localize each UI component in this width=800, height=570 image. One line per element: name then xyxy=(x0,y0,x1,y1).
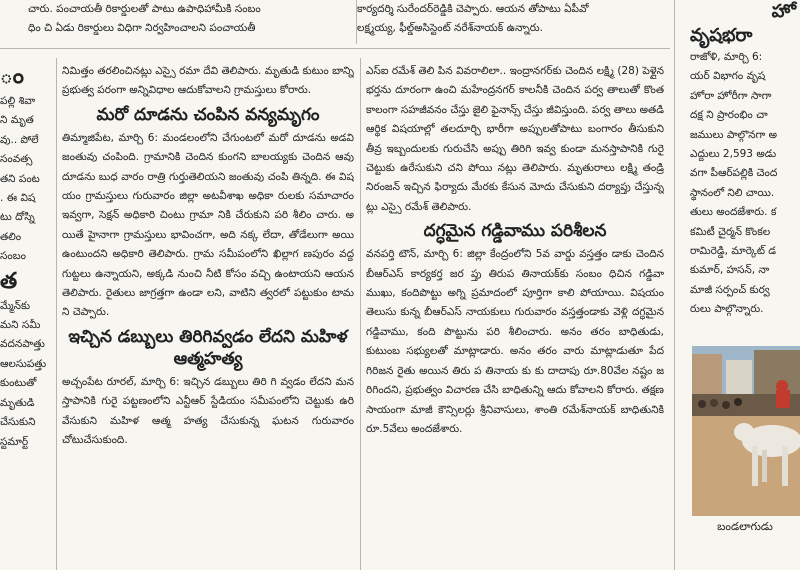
text-line: కుమార్, హసన్, నా xyxy=(690,264,770,277)
left-fragment-column xyxy=(0,62,48,570)
news-column-1 xyxy=(62,62,354,451)
headline-fragment: ం xyxy=(0,64,24,89)
text-line: ఆలసుపత్తు xyxy=(0,357,47,370)
top-left-fragment xyxy=(28,0,338,39)
text-line: కుంటుతో xyxy=(0,377,37,390)
text-line: తులు అందజేశారు. క xyxy=(690,206,777,219)
text-line: టు దోస్ని xyxy=(0,211,35,224)
text-line: రాజోళి, మార్చి 6: xyxy=(690,51,763,63)
photo-caption: బండలాగుడు xyxy=(717,520,773,533)
article-headline: హో xyxy=(771,1,796,22)
text-line: . ఈ విష xyxy=(0,192,36,205)
text-line: మాజీ సర్పంచ్ కుర్వ xyxy=(690,283,770,296)
text-line: ఎద్దులు 2,593 అడు xyxy=(690,148,777,161)
text-line: స్టమార్ట్ xyxy=(0,435,29,448)
top-right-fragment xyxy=(357,0,657,39)
text-line: ధిం చి ఏడు రికార్డులు విధిగా నిర్వహించాలని పంచాయతీ xyxy=(28,22,256,35)
text-line: వు.. పోలే xyxy=(0,133,39,146)
text-line: వదనపాత్తు xyxy=(0,338,45,351)
article-text: ఎస్ఐ రమేశ్ తెలి పిన వివరాలిలా.. ఇంద్రానగర్‌కు చెందిన లక్ష్మి (28) పెళ్లైన భర్తను దూరంగా ఉంచి మహేంద్రనగర్ కాలనీకి చెందిన పర్వ తాలుతో కొంతకాలంగా సహజీవనం చేస్తు జైలి ఫైనాన్స్ చేస్తు జీవిస్తుంది. పర్వ తాలు అతడి ఆర్థిక విషయాల్లో తలదూర్చి భారీగా అప్పులతోపాటు బంగారం తీసుకుని తీవ్ర ఇబ్బందులకు గురుచేసి అప్పు తిరిగి ఇవ్వ కుండా మనస్తాపానికి గురై చెట్టుకు ఉరేసుకుని చని పోయి నట్లు తెలిపారు. మృతురాలు లక్ష్మి తండ్రి నిరంజన్ ఇచ్చిన ఫిర్యాదు మేరకు కేసున మోదు చేసుకుని దర్యాప్తు చేస్తున్నట్లు ఎస్సై రమేశ్ తెలిపారు. xyxy=(366,65,664,213)
headline-fragment: త xyxy=(0,268,18,294)
text-line: పల్లి శివా xyxy=(0,95,36,107)
text-line: యర్ విభాగం వృష xyxy=(690,70,766,83)
column-divider xyxy=(674,0,675,570)
text-line: మృతుడి xyxy=(0,396,35,409)
column-divider xyxy=(56,58,57,570)
article-text: నిమిత్తం తరలించినట్లు ఎస్సై రమా దేవి తెలిపారు. మృతుడి కుటుం బాన్ని ప్రభుత్వ పరంగా అన్నివిధాల ఆదుకోవాలని గ్రామస్తులు కోరారు. xyxy=(62,65,354,97)
text-line: హోరా హోరీగా సాగా xyxy=(690,89,772,102)
bull-race-photo xyxy=(692,346,800,516)
article-text: వనపర్తి టౌన్, మార్చి 6: జిల్లా కేంద్రంలోని 5వ వార్డు వస్తత్తం డాకు చెందిన బీఆర్ఎస్ కార్యకర్త జర ప్తు తిరుప తినాయక్‌కు సంబం ధిచిన గడ్డివా ముఖు, కందిపొట్టు అగ్ని ప్రమాదంలో పూర్తిగా కాలి పోయాయి. విషయం తెలుసు కున్న బీఆర్ఎస్ నాయకులు గురువారం వస్తత్తండాకు వెళ్లి దగ్ధమైన గడ్డివాము, కంది పొట్టును పరి శీలించారు. అనం తరం బాధితుడు, కుటుంబ సభ్యులతో మాట్లాడారు. అనం తరం వారు మాట్లాడుతూ పేద గిరిజన రైతు అయిన తిరు ప తినాయ కు కు దాదాపు రూ.80వేల నష్టం జరిగిందని, ప్రభుత్వం విచారణ చేసి బాధితున్ని ఆదు కోవాలని కోరారు. తక్షణ సాయంగా మాజీ కౌన్సిలర్లు శ్రీనివాసులు, శాంతి రమేశ్‌నాయక్ బాధితునికి రూ.5వేలు అందజేశారు. xyxy=(366,248,664,435)
text-line: చేసుకుని xyxy=(0,416,36,429)
article-headline: దగ్ధమైన గడ్డివాము పరిశీలన xyxy=(423,221,607,242)
text-line: మ్మేన్‌కు xyxy=(0,299,31,312)
text-line: రులు పాల్గొన్నారు. xyxy=(690,303,764,316)
text-line: సంబం xyxy=(0,250,26,263)
text-line: కమిటీ చైర్మన్ కొంకల xyxy=(690,225,771,238)
article-text: తిమ్మాజిపేట, మార్చి 6: మండలంలోని చేగుంటలో మరో దూడను అడవి జంతువు చంపింది. గ్రామానికి చెందిన కుంగని బాలయ్యకు చెందిన ఆవు దూడను బుధ వారం రాత్రి గుర్తుతెలియని జంతువు చంపి తిన్నది. ఈ విషయం గ్రామస్తులు గురువారం జిల్లా అటవీశాఖ అధికా రులకు సమాచారం ఇవ్వగా, సెక్షన్ అధికారి చింటు గ్రామా నికి చేరుకుని పరి శీలిం చారు. అయితే హైనాగా గ్రామస్తులు భావించగా, అది నక్క లేదా, తోడేలుగా అయి ఉంటుందని అధికారి తెలిపారు. గ్రామ సమీపంలోని ఖిల్లాగ ణపురం వద్ద గుట్టలు ఉన్నాయని, అక్కడి నుంచి నీటి కోసం వచ్చి ఉంటాయని ఆయన తెలిపారు. రైతులు జాగ్రత్తగా ఉండా లని, వాటిని త్వరలో పట్టుకుం టామని చెప్పారు. xyxy=(62,131,354,319)
article-headline: ఇచ్చిన డబ్బులు తిరిగివ్వడం లేదని మహిళ ఆత్మహత్య xyxy=(68,326,348,369)
article-headline: మరో దూడను చంపిన వన్యమృగం xyxy=(96,104,320,125)
article-headline: వృషభరా xyxy=(690,25,753,46)
text-line: సంవత్స xyxy=(0,153,33,166)
article-text: అచ్చంపేట రూరల్, మార్చి 6: ఇచ్చిన డబ్బులు తిరి గి వ్వడం లేదని మనస్తాపానికి గురై పట్టణంలోని ఎన్టీఆర్ స్టేడియం సమీపంలోని చెట్టుకు ఉరి వేసుకుని మహిళ ఆత్మ హత్య చేసుకున్న ఘటన గురువారం చోటుచేసుకుంది. xyxy=(62,375,354,447)
text-line: ని మృత xyxy=(0,114,34,127)
text-line: స్థానంలో నిలి చాయి. xyxy=(690,186,775,199)
text-line: తలిం xyxy=(0,230,22,243)
text-line: జములు పాల్గొనగా అ xyxy=(690,128,777,141)
news-column-2 xyxy=(366,62,664,439)
text-line: తని పంట xyxy=(0,172,40,185)
column-divider xyxy=(356,0,357,44)
text-line: కార్యదర్శి సురేందర్‌రెడ్డికి చెప్పారు. ఆయన తోపాటు ఏపీవో xyxy=(357,3,589,15)
section-divider xyxy=(0,48,670,49)
column-divider xyxy=(360,58,361,570)
text-line: మని సమీ xyxy=(0,319,41,332)
text-line: రామిరెడ్డి, మార్కెట్ డ xyxy=(690,245,777,258)
text-line: దక్ష ని ప్రారంభిం చా xyxy=(690,109,768,122)
text-line: లక్ష్మయ్య, ఫీల్డ్‌అసిస్టెంట్ నరేశ్‌నాయక్ ఉన్నారు. xyxy=(357,22,543,35)
text-line: చారు. పంచాయతీ రికార్డులతో పాటు ఉపాధిహామీకి సంబం xyxy=(28,3,261,15)
text-line: వగా పీఆర్‌పల్లికి చెంద xyxy=(690,167,778,180)
